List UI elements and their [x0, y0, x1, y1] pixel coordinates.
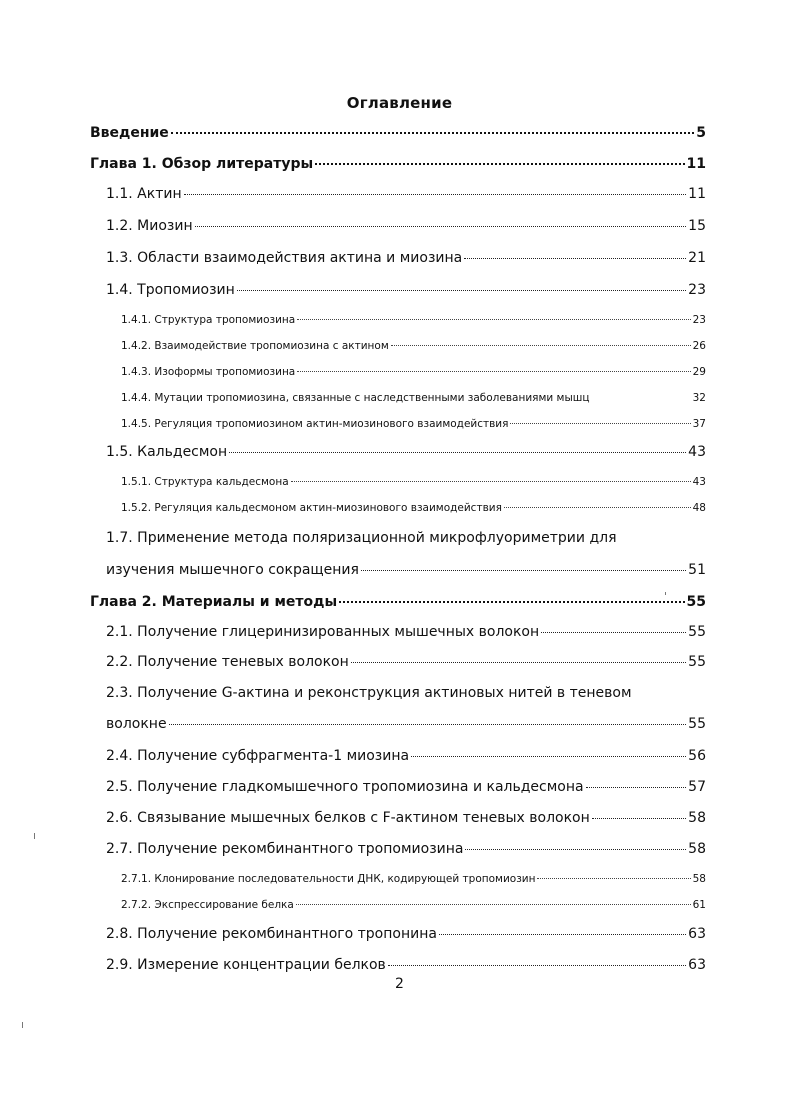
toc-entry-page: 63: [688, 926, 706, 942]
toc-entry-page: 48: [692, 502, 706, 514]
toc-entry-label: 1.4.3. Изоформы тропомиозина: [121, 366, 296, 378]
toc-entry-1-4-1[interactable]: [121, 314, 706, 326]
toc-entry-label: 2.7.1. Клонирование последовательности ДНК, кодирующей тропомиозин: [121, 873, 536, 885]
dot-leader: [391, 345, 691, 346]
toc-entry-1-3[interactable]: [106, 250, 706, 266]
toc-entry-label: 1.1. Актин: [106, 186, 182, 202]
dot-leader: [586, 787, 687, 788]
toc-entry-label: 2.2. Получение теневых волокон: [106, 654, 349, 670]
toc-entry-1-7[interactable]: [106, 562, 706, 578]
toc-entry-label: 1.2. Миозин: [106, 218, 193, 234]
toc-entry-introduction[interactable]: [90, 125, 706, 141]
toc-entry-label: Глава 2. Материалы и методы: [90, 594, 338, 610]
toc-entry-page: 23: [692, 314, 706, 326]
toc-entry-label: 1.4.5. Регуляция тропомиозином актин-миозинового взаимодействия: [121, 418, 509, 430]
toc-entry-2-3[interactable]: [106, 716, 706, 732]
dot-leader: [315, 163, 684, 165]
toc-entry-page: 29: [692, 366, 706, 378]
toc-entry-page: 37: [692, 418, 706, 430]
toc-entry-page: 43: [692, 476, 706, 488]
toc-entry-chapter-2[interactable]: [90, 594, 706, 610]
dot-leader: [169, 724, 687, 725]
toc-entry-label: 1.5.2. Регуляция кальдесмоном актин-миозинового взаимодействия: [121, 502, 502, 514]
dot-leader: [504, 507, 691, 508]
toc-entry-label: 1.4.4. Мутации тропомиозина, связанные с наследственными заболеваниями мышц: [121, 392, 590, 404]
toc-entry-page: 56: [688, 748, 706, 764]
toc-title: Оглавление: [346, 94, 453, 112]
toc-entry-1-7-line1[interactable]: 1.7. Применение метода поляризационной микрофлуориметрии для: [106, 530, 617, 546]
toc-entry-label: 1.4.1. Структура тропомиозина: [121, 314, 296, 326]
toc-entry-page: 23: [688, 282, 706, 298]
dot-leader: [339, 601, 684, 603]
dot-leader: [296, 904, 691, 905]
toc-entry-label: изучения мышечного сокращения: [106, 562, 359, 578]
toc-entry-2-1[interactable]: [106, 624, 706, 640]
toc-entry-2-2[interactable]: [106, 654, 706, 670]
toc-entry-label: 1.4. Тропомиозин: [106, 282, 235, 298]
dot-leader: [537, 878, 690, 879]
page-number: 2: [395, 976, 404, 992]
toc-entry-page: 43: [688, 444, 706, 460]
toc-entry-page: 51: [688, 562, 706, 578]
toc-entry-1-4-5[interactable]: [121, 418, 706, 430]
toc-entry-label: 2.6. Связывание мышечных белков с F-актином теневых волокон: [106, 810, 590, 826]
toc-entry-1-5[interactable]: [106, 444, 706, 460]
dot-leader: [297, 319, 690, 320]
toc-entry-page: 58: [688, 841, 706, 857]
toc-entry-label: 2.1. Получение глицеринизированных мышечных волокон: [106, 624, 540, 640]
toc-entry-page: 58: [692, 873, 706, 885]
dot-leader: [291, 481, 691, 482]
toc-entry-label: 1.4.2. Взаимодействие тропомиозина с актином: [121, 340, 389, 352]
toc-entry-label: 1.3. Области взаимодействия актина и миозина: [106, 250, 463, 266]
toc-entry-label: 1.5.1. Структура кальдесмона: [121, 476, 289, 488]
dot-leader: [411, 756, 686, 757]
toc-entry-label: Введение: [90, 125, 169, 141]
toc-entry-page: 32: [692, 392, 706, 404]
toc-entry-page: 61: [692, 899, 706, 911]
toc-entry-1-4-2[interactable]: [121, 340, 706, 352]
toc-entry-page: 11: [688, 186, 706, 202]
toc-entry-2-8[interactable]: [106, 926, 706, 942]
toc-entry-label: Глава 1. Обзор литературы: [90, 156, 314, 172]
dot-leader: [592, 818, 686, 819]
toc-entry-1-1[interactable]: [106, 186, 706, 202]
dot-leader: [237, 290, 686, 291]
toc-entry-page: 58: [688, 810, 706, 826]
toc-entry-page: 11: [686, 156, 706, 172]
toc-entry-2-6[interactable]: [106, 810, 706, 826]
toc-entry-2-7-1[interactable]: [121, 873, 706, 885]
dot-leader: [184, 194, 687, 195]
toc-entry-page: 57: [688, 779, 706, 795]
dot-leader: [510, 423, 690, 424]
toc-entry-label: 2.4. Получение субфрагмента-1 миозина: [106, 748, 410, 764]
toc-entry-2-4[interactable]: [106, 748, 706, 764]
dot-leader: [541, 632, 686, 633]
toc-entry-label: 2.5. Получение гладкомышечного тропомиозина и кальдесмона: [106, 779, 584, 795]
toc-entry-1-5-2[interactable]: [121, 502, 706, 514]
toc-entry-label: 2.8. Получение рекомбинантного тропонина: [106, 926, 437, 942]
toc-entry-page: 21: [688, 250, 706, 266]
scan-speck: [22, 1022, 23, 1028]
dot-leader: [351, 662, 686, 663]
toc-entry-1-2[interactable]: [106, 218, 706, 234]
toc-entry-1-4[interactable]: [106, 282, 706, 298]
toc-entry-page: 55: [688, 624, 706, 640]
scan-speck: [665, 592, 666, 595]
toc-entry-2-5[interactable]: [106, 779, 706, 795]
toc-entry-2-7[interactable]: [106, 841, 706, 857]
toc-entry-label: 2.7.2. Экспрессирование белка: [121, 899, 294, 911]
dot-leader: [229, 452, 686, 453]
toc-entry-page: 15: [688, 218, 706, 234]
toc-entry-2-3-line1[interactable]: 2.3. Получение G-актина и реконструкция актиновых нитей в теневом: [106, 685, 632, 701]
toc-entry-label: 2.7. Получение рекомбинантного тропомиозина: [106, 841, 464, 857]
toc-entry-page: 63: [688, 957, 706, 973]
toc-entry-1-4-4[interactable]: [121, 392, 706, 404]
dot-leader: [297, 371, 690, 372]
toc-entry-page: 55: [688, 716, 706, 732]
dot-leader: [464, 258, 686, 259]
toc-entry-2-9[interactable]: [106, 957, 706, 973]
toc-entry-label: волокне: [106, 716, 167, 732]
toc-entry-page: 5: [696, 125, 706, 141]
scan-speck: [34, 833, 35, 839]
toc-entry-1-4-3[interactable]: [121, 366, 706, 378]
dot-leader: [388, 965, 686, 966]
toc-entry-page: 26: [692, 340, 706, 352]
dot-leader: [361, 570, 686, 571]
dot-leader: [171, 132, 694, 134]
toc-entry-1-5-1[interactable]: [121, 476, 706, 488]
toc-entry-page: 55: [686, 594, 706, 610]
dot-leader: [195, 226, 687, 227]
dot-leader: [465, 849, 686, 850]
dot-leader: [439, 934, 686, 935]
toc-entry-label: 1.5. Кальдесмон: [106, 444, 228, 460]
toc-entry-label: 2.9. Измерение концентрации белков: [106, 957, 386, 973]
toc-entry-page: 55: [688, 654, 706, 670]
toc-entry-chapter-1[interactable]: [90, 156, 706, 172]
toc-entry-2-7-2[interactable]: [121, 899, 706, 911]
